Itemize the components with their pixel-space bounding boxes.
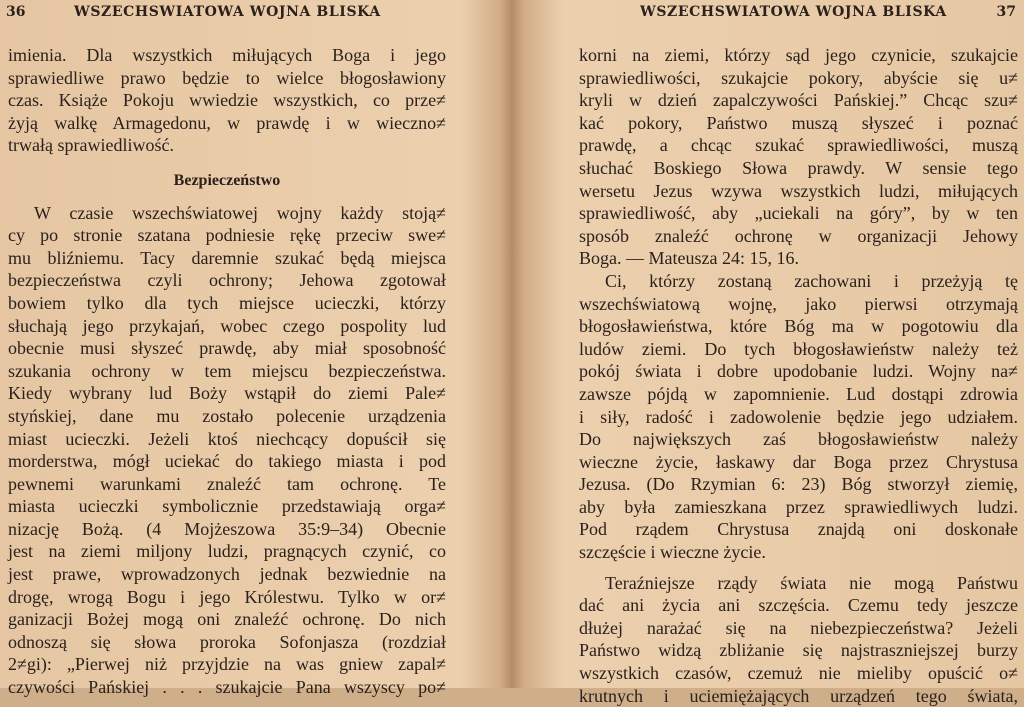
- text-line: słuchać Boskiego Słowa prawdy. W sensie tego: [579, 157, 1018, 178]
- text-line: pokój świata i dobre upodobanie ludzi. Wojny na≠: [579, 361, 1018, 382]
- text-line: krutnych i uciemiężających urządzeń tego świata,: [579, 685, 1018, 706]
- text-line: wszechświatową wojnę, jako pierwsi otrzymają: [579, 293, 1018, 314]
- text-line: drogę, wrogą Bogu i jego Królestwu. Tylko w or≠: [8, 586, 446, 607]
- book-gutter: [500, 0, 524, 688]
- text-line: miast ucieczki. Jeżeli ktoś niechcący dopuścił się: [8, 428, 446, 449]
- text-line: ganizacji Bożej mogą oni znaleźć ochronę. Do nich: [8, 609, 446, 630]
- text-line: Kiedy wybrany lud Boży wstąpił do ziemi Pale≠: [8, 383, 446, 404]
- text-line: prawdę, a chcąc szukać sprawiedliwości, muszą: [579, 135, 1018, 156]
- text-line: kać pokory, Państwo muszą słyszeć i poznać: [579, 112, 1018, 133]
- text-line: Pod rządem Chrystusa znajdą oni doskonałe: [579, 519, 1018, 540]
- text-line: W czasie wszechświatowej wojny każdy stoją≠: [34, 202, 446, 223]
- text-line: Teraźniejsze rządy świata nie mogą Państwu: [605, 572, 1018, 593]
- text-line: dłużej narażać się na niebezpieczeństwa? Jeżeli: [579, 617, 1018, 638]
- left-paragraph-2: [8, 202, 446, 699]
- text-line: błogosławieństwa, które Bóg ma w pogotowiu dla: [579, 316, 1018, 337]
- text-line: wieczne życie, łaskawy dar Boga przez Chrystusa: [579, 451, 1018, 472]
- text-line: sprawiedliwe prawo będzie to wielce błogosławiony: [8, 67, 446, 88]
- text-line: 2≠gi): „Pierwej niż przyjdzie na was gniew zapal≠: [8, 654, 446, 675]
- text-line: dać ani życia ani szczęścia. Czemu tedy jeszcze: [579, 595, 1018, 616]
- text-line: szczęście i wieczne życie.: [579, 542, 766, 563]
- left-page: [0, 0, 500, 698]
- text-line: odnoszą się słowa proroka Sofonjasza (rozdział: [8, 631, 446, 652]
- text-line: szukania ochrony w tem miejscu bezpieczeństwa.: [8, 360, 446, 381]
- text-line: bowiem tylko dla tych miejsce ucieczki, którzy: [8, 292, 446, 313]
- text-line: słuchają jego przykajań, wobec czego pospolity lud: [8, 315, 446, 336]
- text-line: Do największych zaś błogosławieństw należy: [579, 429, 1018, 450]
- text-line: żyją walkę Armagedonu, w prawdę i w wieczno≠: [8, 112, 446, 133]
- right-page: [524, 0, 1024, 706]
- text-line: zawsze pójdą w zapomnienie. Lud dostąpi zdrowia: [579, 383, 1018, 404]
- right-page-text: [579, 44, 1018, 707]
- text-line: Boga. — Mateusza 24: 15, 16.: [579, 248, 799, 269]
- right-paragraph-3: [579, 572, 1018, 707]
- text-line: imienia. Dla wszystkich miłujących Boga i jego: [8, 45, 446, 65]
- text-line: Państwo widzą zbliżanie się najstraszniejszej burzy: [579, 640, 1018, 661]
- text-line: pewnemi warunkami znaleźć tam ochronę. Te: [8, 473, 446, 494]
- left-running-head: WSZECHSWIATOWA WOJNA BLISKA: [74, 4, 381, 20]
- text-line: ludów ziemi. Do tych błogosławieństw należy też: [579, 338, 1018, 359]
- text-line: aby była zamieszkana przez sprawiedliwych ludzi.: [579, 496, 1018, 517]
- text-line: wszystkich czasów, czemuż nie mieliby opuścić o≠: [579, 663, 1018, 684]
- right-page-number: 37: [996, 4, 1016, 20]
- text-line: jest prawe, wprowadzonych jednak bezwiednie na: [8, 564, 446, 585]
- text-line: sposób znaleźć ochronę w organizacji Jehowy: [579, 225, 1018, 246]
- text-line: bezpieczeństwa czyli ochrony; Jehowa zgotował: [8, 270, 446, 291]
- text-line: jest na ziemi miljony ludzi, pragnących czynić, co: [8, 541, 446, 562]
- text-line: czywości Pańskiej . . . szukajcie Pana wszyscy po≠: [8, 677, 446, 698]
- text-line: obecnie musi słyszeć prawdę, aby miał sposobność: [8, 338, 446, 359]
- section-heading: Bezpieczeństwo: [173, 171, 281, 189]
- text-line: nizację Bożą. (4 Mojżeszowa 35:9–34) Obecnie: [8, 518, 446, 539]
- text-line: wersetu Jezus wzywa wszystkich ludzi, miłujących: [579, 180, 1018, 201]
- text-line: styńskiej, dane mu zostało polecenie urządzenia: [8, 405, 446, 426]
- text-line: i siły, radość i zadowolenie będzie jego udziałem.: [579, 406, 1018, 427]
- right-running-head: WSZECHSWIATOWA WOJNA BLISKA: [640, 4, 947, 20]
- left-page-number: 36: [6, 4, 26, 20]
- text-line: sprawiedliwość, aby „uciekali na góry”, by w ten: [579, 203, 1018, 224]
- text-line: morderstwa, mógł uciekać do takiego miasta i pod: [8, 451, 446, 472]
- right-paragraph-1: [579, 44, 1018, 270]
- paragraph-gap: [579, 564, 1018, 572]
- text-line: czas. Książe Pokoju wwiedzie wszystkich, co prze≠: [8, 90, 446, 111]
- text-line: miasta ucieczki symbolicznie przedstawiają orga≠: [8, 496, 446, 517]
- text-line: Ci, którzy zostaną zachowani i przeżyją tę: [605, 270, 1018, 291]
- text-line: mu bliźniemu. Tacy daremnie szukać będą miejsca: [8, 247, 446, 268]
- right-paragraph-2: [579, 270, 1018, 564]
- text-line: korni na ziemi, którzy sąd jego czynicie, szukajcie: [579, 45, 1018, 65]
- text-line: Jezusa. (Do Rzymian 6: 23) Bóg stworzył ziemię,: [579, 474, 1018, 495]
- left-paragraph-1: [8, 44, 446, 157]
- left-page-text: [8, 44, 446, 699]
- text-line: trwałą sprawiedliwość.: [8, 135, 174, 156]
- text-line: kryli w dzień zapalczywości Pańskiej.” Chcąc szu≠: [579, 90, 1018, 111]
- text-line: sprawiedliwości, szukajcie pokory, abyście się u≠: [579, 67, 1018, 88]
- text-line: cy po stronie szatana podniesie rękę przeciw swe≠: [8, 225, 446, 246]
